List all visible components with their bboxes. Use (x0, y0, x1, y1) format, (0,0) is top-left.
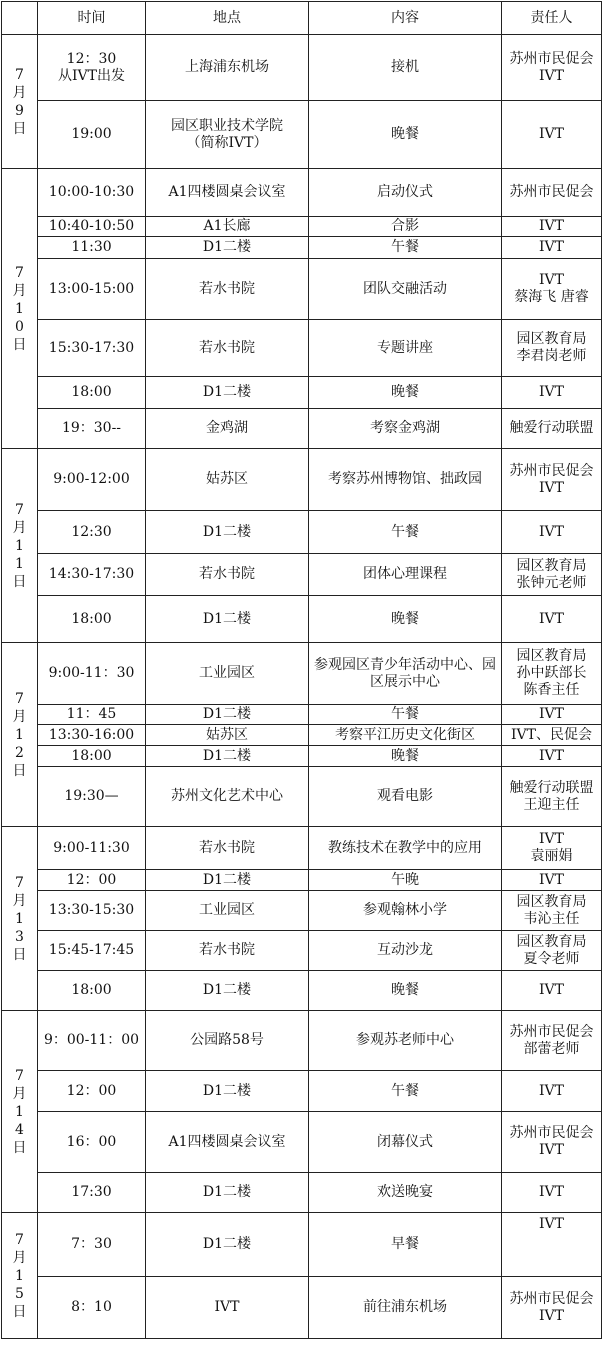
content-cell: 午餐 (309, 511, 502, 554)
table-row (2, 1071, 602, 1112)
content-cell: 早餐 (309, 1213, 502, 1277)
time-cell: 13:30-15:30 (38, 891, 146, 931)
content-cell: 教练技术在教学中的应用 (309, 827, 502, 870)
content-cell: 参观园区青少年活动中心、园区展示中心 (309, 643, 502, 705)
header-responsible: 责任人 (502, 2, 602, 35)
date-cell: 7月12日 (2, 643, 38, 827)
content-cell: 参观翰林小学 (309, 891, 502, 931)
responsible-cell: IVT、民促会 (502, 725, 602, 746)
table-row (2, 511, 602, 554)
responsible-cell: 苏州市民促会 部蕾老师 (502, 1011, 602, 1071)
place-cell: 若水书院 (146, 259, 309, 320)
header-blank (2, 2, 38, 35)
table-row (2, 1173, 602, 1213)
content-cell: 晚餐 (309, 596, 502, 643)
content-cell: 互动沙龙 (309, 931, 502, 971)
content-cell: 前往浦东机场 (309, 1277, 502, 1339)
place-cell: D1二楼 (146, 1213, 309, 1277)
responsible-cell: IVT (502, 1071, 602, 1112)
header-place: 地点 (146, 2, 309, 35)
content-cell: 接机 (309, 35, 502, 101)
place-cell: 若水书院 (146, 931, 309, 971)
responsible-cell: IVT (502, 971, 602, 1011)
place-cell: 若水书院 (146, 827, 309, 870)
responsible-cell: 苏州市民促会 IVT (502, 1277, 602, 1339)
content-cell: 晚餐 (309, 377, 502, 409)
responsible-cell: 园区教育局 张钟元老师 (502, 554, 602, 596)
content-cell: 午餐 (309, 1071, 502, 1112)
time-cell: 13:00-15:00 (38, 259, 146, 320)
place-cell: 苏州文化艺术中心 (146, 767, 309, 827)
table-row (2, 169, 602, 217)
place-cell: 园区职业技术学院 （简称IVT） (146, 101, 309, 169)
table-row (2, 554, 602, 596)
place-cell: D1二楼 (146, 511, 309, 554)
place-cell: D1二楼 (146, 870, 309, 891)
responsible-cell: IVT (502, 1213, 602, 1277)
content-cell: 闭幕仪式 (309, 1112, 502, 1173)
responsible-cell: 园区教育局 夏令老师 (502, 931, 602, 971)
content-cell: 参观苏老师中心 (309, 1011, 502, 1071)
responsible-cell: 园区教育局 韦沁主任 (502, 891, 602, 931)
date-cell: 7月13日 (2, 827, 38, 1011)
place-cell: D1二楼 (146, 1173, 309, 1213)
time-cell: 7：30 (38, 1213, 146, 1277)
place-cell: D1二楼 (146, 705, 309, 725)
table-row (2, 259, 602, 320)
date-cell: 7月9日 (2, 35, 38, 169)
content-cell: 午餐 (309, 237, 502, 259)
responsible-cell: IVT (502, 746, 602, 767)
table-row (2, 35, 602, 101)
content-cell: 考察苏州博物馆、拙政园 (309, 449, 502, 511)
content-cell: 欢送晚宴 (309, 1173, 502, 1213)
responsible-cell: IVT (502, 377, 602, 409)
responsible-cell: IVT (502, 511, 602, 554)
place-cell: D1二楼 (146, 746, 309, 767)
table-row (2, 1011, 602, 1071)
header-time: 时间 (38, 2, 146, 35)
time-cell: 10:00-10:30 (38, 169, 146, 217)
time-cell: 12:30 (38, 511, 146, 554)
table-row (2, 643, 602, 705)
time-cell: 8：10 (38, 1277, 146, 1339)
table-row (2, 705, 602, 725)
place-cell: D1二楼 (146, 377, 309, 409)
time-cell: 16：00 (38, 1112, 146, 1173)
date-cell: 7月10日 (2, 169, 38, 449)
time-cell: 18:00 (38, 377, 146, 409)
content-cell: 合影 (309, 217, 502, 237)
time-cell: 19：30-- (38, 409, 146, 449)
content-cell: 启动仪式 (309, 169, 502, 217)
place-cell: 金鸡湖 (146, 409, 309, 449)
place-cell: D1二楼 (146, 596, 309, 643)
responsible-cell: IVT 袁丽娟 (502, 827, 602, 870)
responsible-cell: IVT (502, 217, 602, 237)
responsible-cell: IVT (502, 705, 602, 725)
place-cell: A1四楼圆桌会议室 (146, 1112, 309, 1173)
responsible-cell: 园区教育局 李君岗老师 (502, 320, 602, 377)
table-row (2, 1213, 602, 1277)
date-cell: 7月15日 (2, 1213, 38, 1339)
responsible-cell: IVT (502, 1173, 602, 1213)
responsible-cell: 苏州市民促会 IVT (502, 1112, 602, 1173)
responsible-cell: IVT (502, 237, 602, 259)
time-cell: 19:30— (38, 767, 146, 827)
time-cell: 13:30-16:00 (38, 725, 146, 746)
place-cell: D1二楼 (146, 1071, 309, 1112)
place-cell: 工业园区 (146, 891, 309, 931)
table-row (2, 971, 602, 1011)
responsible-cell: 苏州市民促会 (502, 169, 602, 217)
place-cell: 若水书院 (146, 554, 309, 596)
table-row (2, 767, 602, 827)
table-row (2, 237, 602, 259)
table-row (2, 101, 602, 169)
place-cell: IVT (146, 1277, 309, 1339)
table-row (2, 827, 602, 870)
table-row (2, 746, 602, 767)
responsible-cell: 触爱行动联盟 王迎主任 (502, 767, 602, 827)
place-cell: A1长廊 (146, 217, 309, 237)
place-cell: 姑苏区 (146, 449, 309, 511)
content-cell: 午餐 (309, 705, 502, 725)
place-cell: 上海浦东机场 (146, 35, 309, 101)
content-cell: 专题讲座 (309, 320, 502, 377)
time-cell: 10:40-10:50 (38, 217, 146, 237)
content-cell: 晚餐 (309, 746, 502, 767)
table-row (2, 320, 602, 377)
time-cell: 9:00-11：30 (38, 643, 146, 705)
responsible-cell: IVT (502, 870, 602, 891)
table-row (2, 870, 602, 891)
time-cell: 19:00 (38, 101, 146, 169)
table-row (2, 1112, 602, 1173)
time-cell: 15:45-17:45 (38, 931, 146, 971)
time-cell: 18:00 (38, 746, 146, 767)
time-cell: 9:00-12:00 (38, 449, 146, 511)
table-row (2, 596, 602, 643)
time-cell: 11:30 (38, 237, 146, 259)
header-content: 内容 (309, 2, 502, 35)
date-cell: 7月11日 (2, 449, 38, 643)
time-cell: 9:00-11:30 (38, 827, 146, 870)
time-cell: 12：30 从IVT出发 (38, 35, 146, 101)
table-row (2, 377, 602, 409)
time-cell: 14:30-17:30 (38, 554, 146, 596)
place-cell: 若水书院 (146, 320, 309, 377)
responsible-cell: 园区教育局 孙中跃部长 陈香主任 (502, 643, 602, 705)
time-cell: 18:00 (38, 596, 146, 643)
place-cell: 工业园区 (146, 643, 309, 705)
place-cell: D1二楼 (146, 237, 309, 259)
table-row (2, 1277, 602, 1339)
responsible-cell: IVT 蔡海飞 唐睿 (502, 259, 602, 320)
content-cell: 考察平江历史文化街区 (309, 725, 502, 746)
content-cell: 观看电影 (309, 767, 502, 827)
time-cell: 15:30-17:30 (38, 320, 146, 377)
responsible-cell: 触爱行动联盟 (502, 409, 602, 449)
time-cell: 11：45 (38, 705, 146, 725)
time-cell: 18:00 (38, 971, 146, 1011)
place-cell: D1二楼 (146, 971, 309, 1011)
time-cell: 12：00 (38, 870, 146, 891)
responsible-cell: IVT (502, 596, 602, 643)
content-cell: 团队交融活动 (309, 259, 502, 320)
table-row (2, 217, 602, 237)
time-cell: 17:30 (38, 1173, 146, 1213)
table-row (2, 891, 602, 931)
place-cell: A1四楼圆桌会议室 (146, 169, 309, 217)
table-row (2, 725, 602, 746)
content-cell: 考察金鸡湖 (309, 409, 502, 449)
place-cell: 公园路58号 (146, 1011, 309, 1071)
content-cell: 午晚 (309, 870, 502, 891)
table-row (2, 409, 602, 449)
schedule-table (1, 1, 602, 1339)
date-cell: 7月14日 (2, 1011, 38, 1213)
content-cell: 晚餐 (309, 101, 502, 169)
table-row (2, 931, 602, 971)
time-cell: 9：00-11：00 (38, 1011, 146, 1071)
content-cell: 团体心理课程 (309, 554, 502, 596)
place-cell: 姑苏区 (146, 725, 309, 746)
responsible-cell: IVT (502, 101, 602, 169)
content-cell: 晚餐 (309, 971, 502, 1011)
table-row (2, 449, 602, 511)
responsible-cell: 苏州市民促会 IVT (502, 449, 602, 511)
header-row (2, 2, 602, 35)
time-cell: 12：00 (38, 1071, 146, 1112)
responsible-cell: 苏州市民促会 IVT (502, 35, 602, 101)
